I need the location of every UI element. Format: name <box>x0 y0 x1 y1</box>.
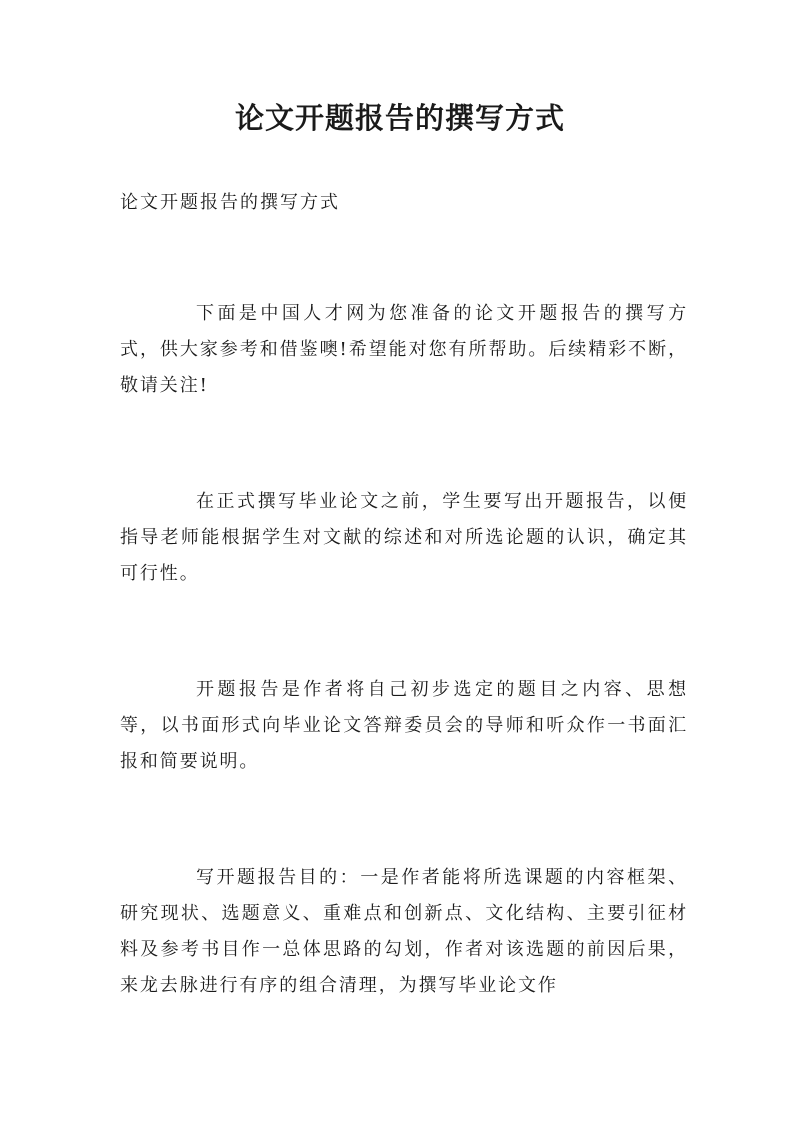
paragraph-goals: 写开题报告目的：一是作者能将所选课题的内容框架、研究现状、选题意义、重难点和创新点、文化结构、主要引征材料及参考书目作一总体思路的勾划，作者对该选题的前因后果，来龙去脉进行有序的组合清理，为撰写毕业论文作 <box>120 867 688 996</box>
document-subtitle: 论文开题报告的撰写方式 <box>120 192 340 213</box>
paragraph-purpose: 在正式撰写毕业论文之前，学生要写出开题报告，以便指导老师能根据学生对文献的综述和对所选论题的认识，确定其可行性。 <box>120 491 688 584</box>
paragraph-intro: 下面是中国人才网为您准备的论文开题报告的撰写方式，供大家参考和借鉴噢!希望能对您有所帮助。后续精彩不断，敬请关注! <box>120 303 688 396</box>
document-title: 论文开题报告的撰写方式 <box>234 101 565 135</box>
paragraph-definition: 开题报告是作者将自己初步选定的题目之内容、思想等，以书面形式向毕业论文答辩委员会的导师和听众作一书面汇报和简要说明。 <box>120 679 688 772</box>
